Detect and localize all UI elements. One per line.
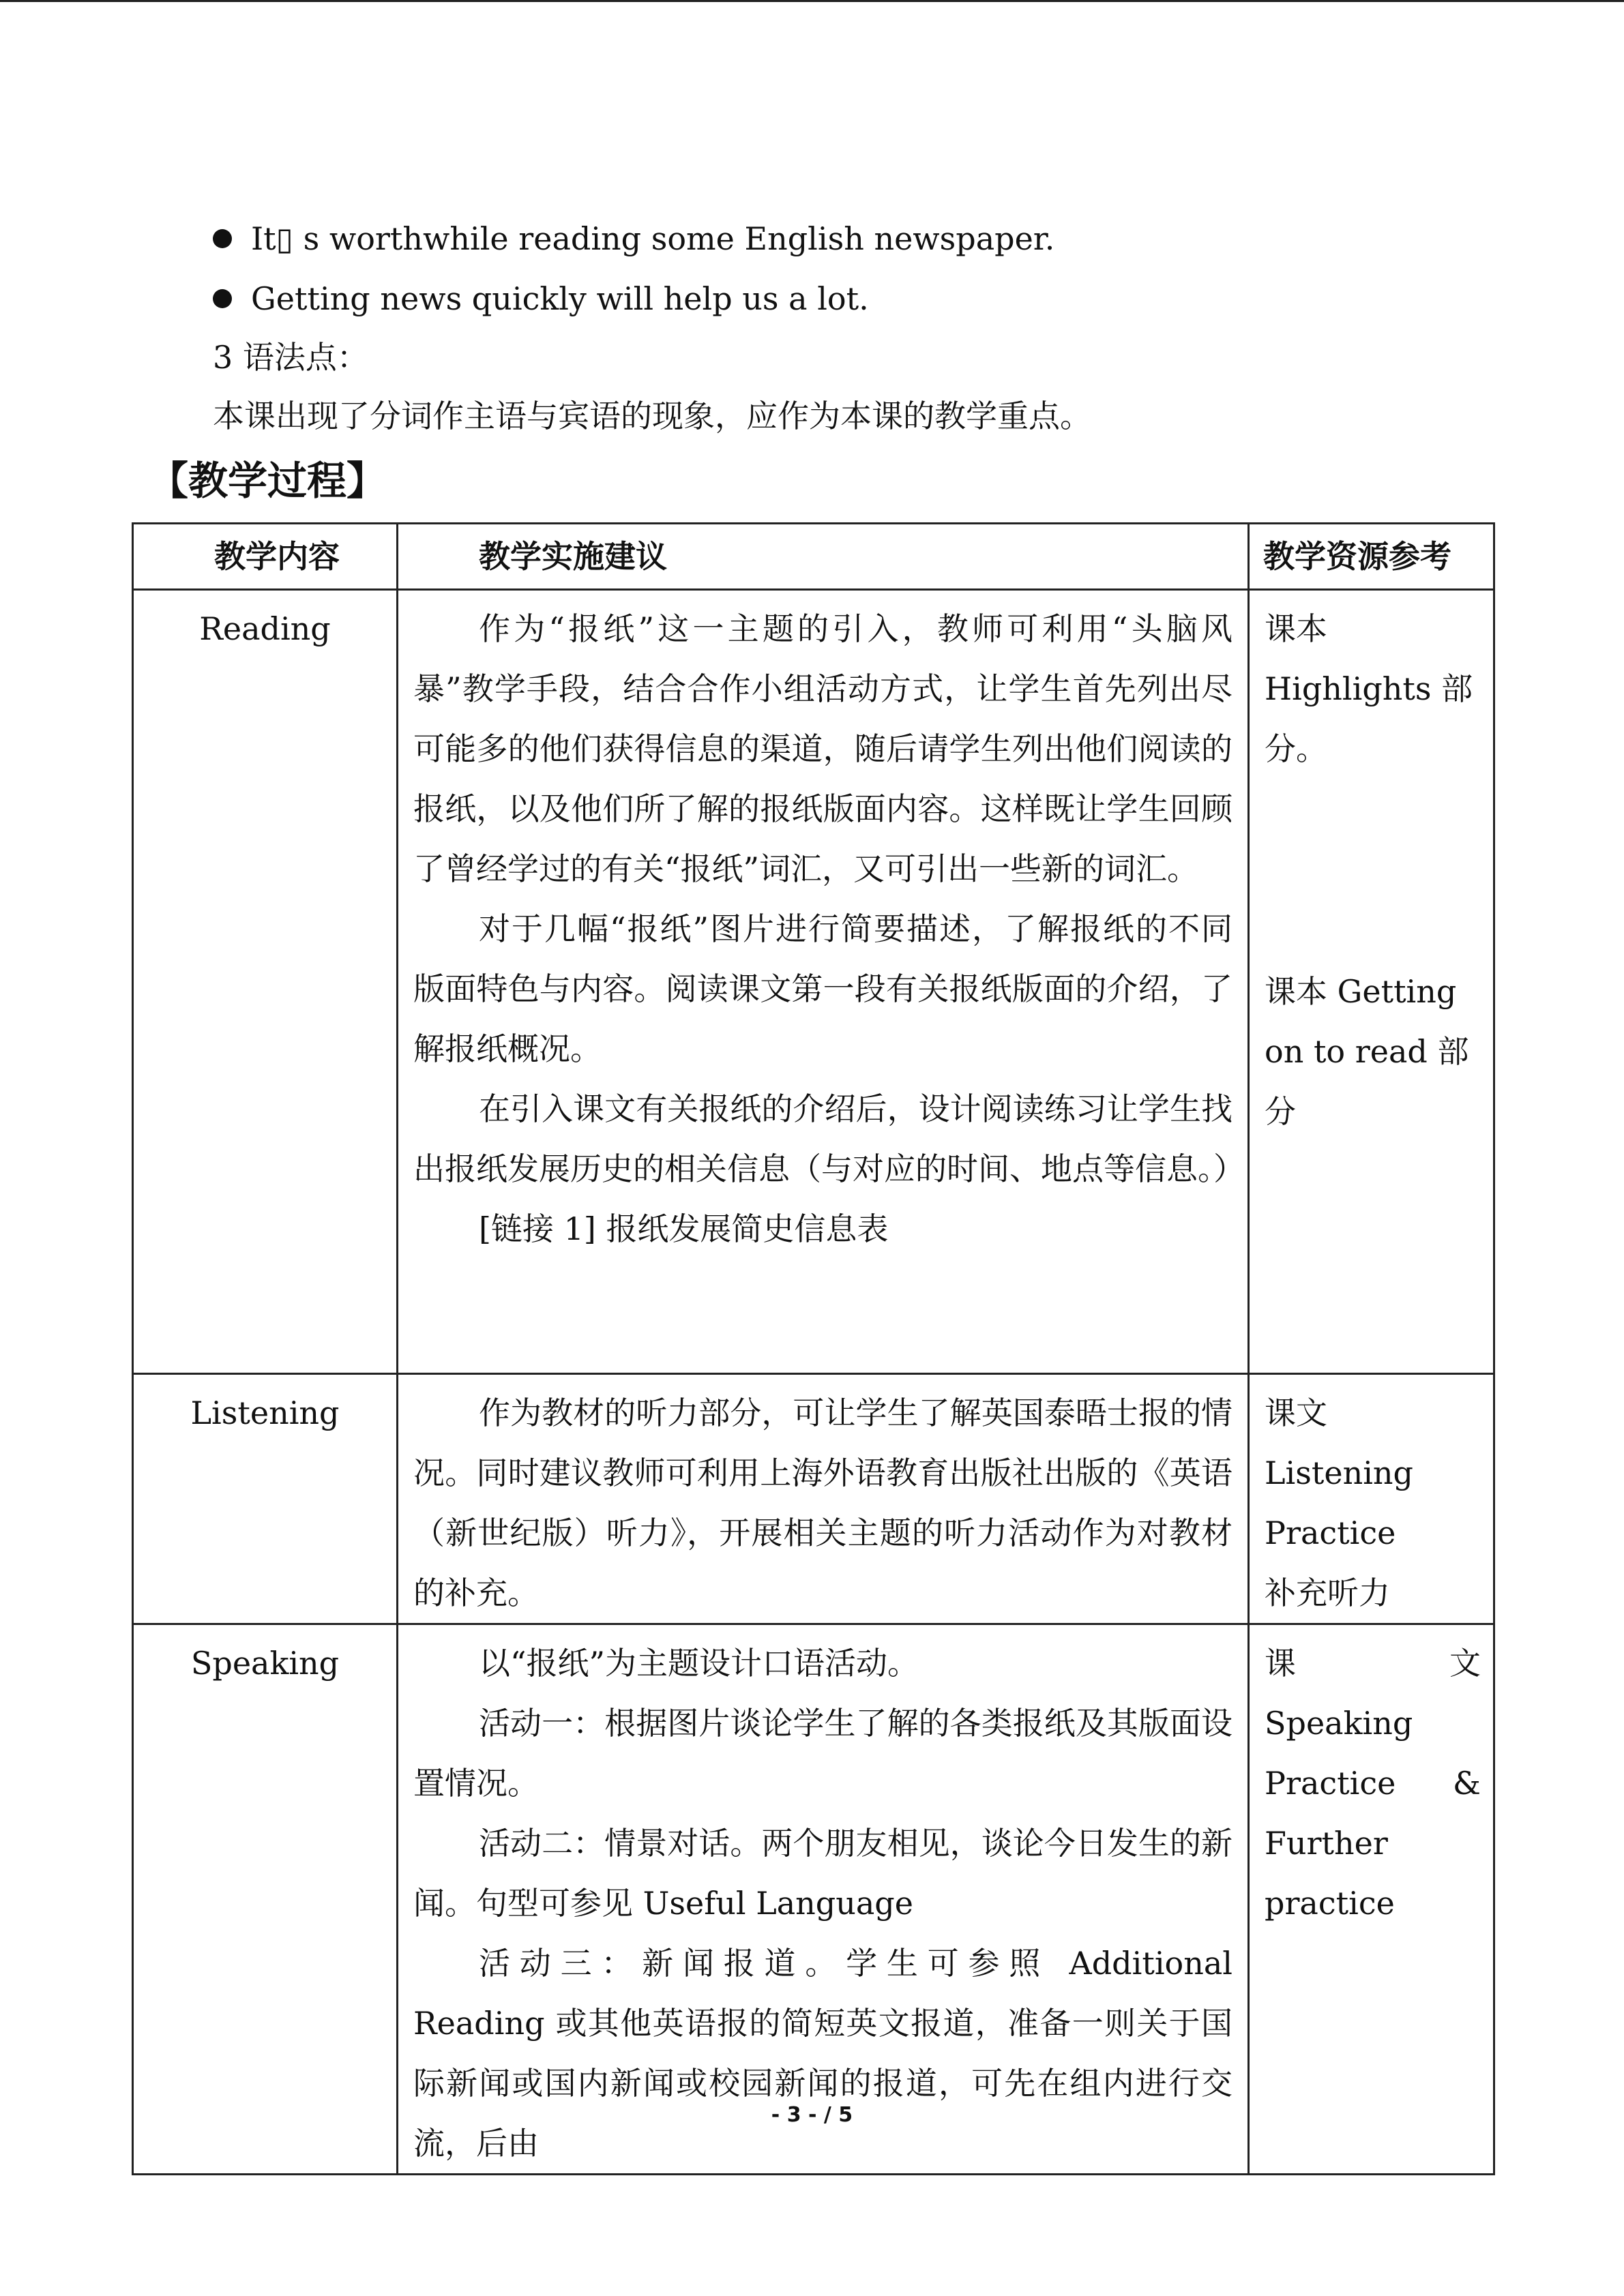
top-border-line: [0, 0, 1624, 2]
bullet-dot-icon: [213, 229, 232, 248]
row-suggestions: 作为“报纸”这一主题的引入，教师可利用“头脑风暴”教学手段，结合合作小组活动方式，让学生首先列出尽可能多的他们获得信息的渠道，随后请学生列出他们阅读的报纸，以及他们所了解的报纸版面内容。这样既让学生回顾了曾经学过的有关“报纸”词汇，又可引出一些新的词汇。 对于几幅“报纸”图片进行简要描述，了解报纸的不同版面特色与内容。阅读课文第一段有关报纸版面的介绍，了解报纸概况。 在引入课文有关报纸的介绍后，设计阅读练习让学生找出报纸发展历史的相关信息（与对应的时间、地点等信息。） [链接 1] 报纸发展简史信息表: [398, 590, 1249, 1374]
row-label: Reading: [133, 590, 398, 1374]
teaching-process-table: [132, 522, 1495, 2175]
table-header-row: [133, 524, 1494, 590]
header-suggestions: 教学实施建议: [398, 524, 1249, 590]
table-row-listening: [133, 1374, 1494, 1624]
row-resources: 课文 Speaking Practice & Further practice: [1249, 1624, 1494, 2175]
row-label: Listening: [133, 1374, 398, 1624]
bullet-dot-icon: [213, 289, 232, 308]
header-content: 教学内容: [133, 524, 398, 590]
row-suggestions: 作为教材的听力部分，可让学生了解英国泰晤士报的情况。同时建议教师可利用上海外语教育出版社出版的《英语（新世纪版）听力》，开展相关主题的听力活动作为对教材的补充。: [398, 1374, 1249, 1624]
header-resources: 教学资源参考: [1249, 524, 1494, 590]
bullet-item: It▯ s worthwhile reading some English newspaper.: [213, 211, 1054, 266]
bullet-item: Getting news quickly will help us a lot.: [213, 271, 869, 326]
page-number: - 3 - / 5: [771, 2103, 853, 2127]
grammar-heading: 3 语法点：: [213, 339, 368, 376]
table-row-reading: [133, 590, 1494, 1374]
row-resources: 课本 Highlights 部分。 课本 Getting on to read 部分: [1249, 590, 1494, 1374]
grammar-text: 本课出现了分词作主语与宾语的现象，应作为本课的教学重点。: [213, 398, 1091, 434]
section-title: 【教学过程】: [149, 458, 387, 504]
row-resources: 课文 Listening Practice 补充听力: [1249, 1374, 1494, 1624]
row-suggestions: 以“报纸”为主题设计口语活动。 活动一：根据图片谈论学生了解的各类报纸及其版面设置情况。 活动二：情景对话。两个朋友相见，谈论今日发生的新闻。句型可参见 Useful Language 活动三：新闻报道。学生可参照 Additional Reading 或其他英语报的简短英文报道，准备一则关于国际新闻或国内新闻或校园新闻的报道，可先在组内进行交流，后由: [398, 1624, 1249, 2175]
row-label: Speaking: [133, 1624, 398, 2175]
